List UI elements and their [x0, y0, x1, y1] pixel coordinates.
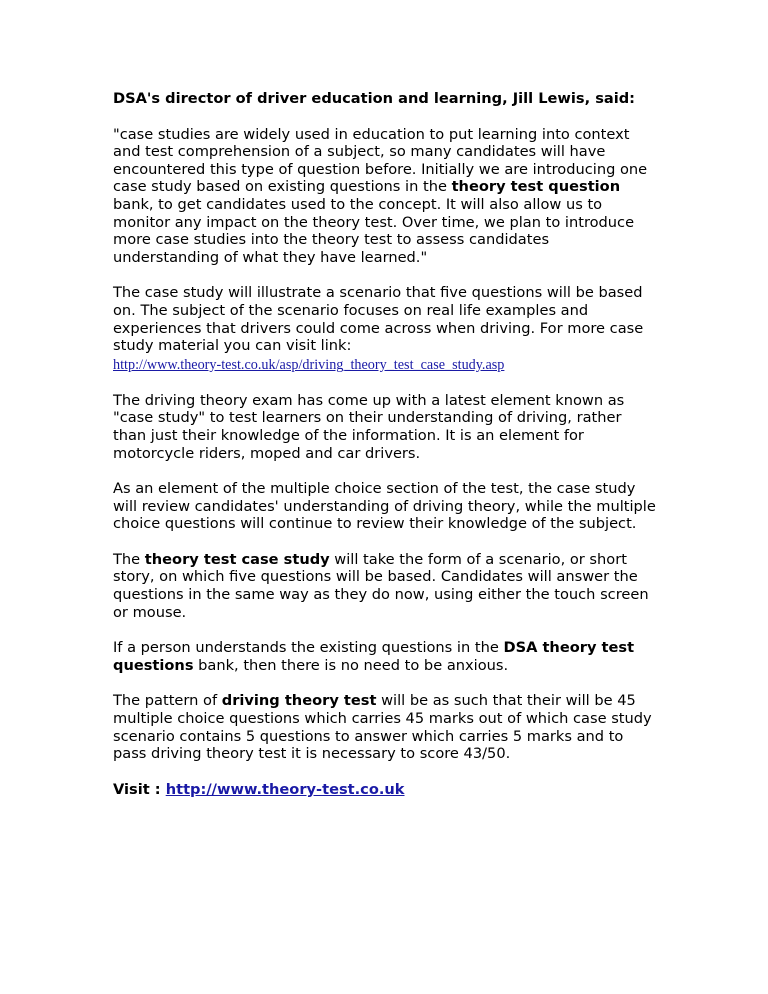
bold-text: theory test case study: [144, 550, 330, 568]
text: The case study will illustrate a scenario that five questions will be based on. The subject of the scenario focuses on real life examples and experiences that drivers could come across when driving. For more case study material you can visit link:: [113, 284, 644, 355]
bold-text: DSA theory test questions: [113, 639, 635, 674]
text: bank, to get candidates used to the concept. It will also allow us to monitor any impact on the theory test. Over time, we plan to introduce more case studies into the theory test to assess candidates understanding of what they have learned.": [113, 195, 635, 266]
paragraph-quote: [113, 126, 658, 267]
visit-link[interactable]: http://www.theory-test.co.uk: [165, 780, 405, 798]
bold-text: theory test question: [451, 178, 621, 196]
text: If a person understands the existing questions in the: [113, 639, 504, 657]
heading: DSA's director of driver education and learning, Jill Lewis, said:: [113, 90, 636, 107]
visit-label: Visit :: [113, 780, 166, 798]
text: will take the form of a scenario, or short story, on which five questions will be based. Candidates will answer the questions in the same way as they do now, using either the touch screen or mouse.: [113, 550, 649, 621]
text: "case studies are widely used in education to put learning into context and test comprehension of a subject, so many candidates will have encountered this type of question before. Initially we are introducing one case study based on existing questions in the: [113, 125, 648, 196]
bold-text: driving theory test: [221, 692, 377, 710]
paragraph-case-study: [113, 284, 658, 373]
paragraph-pattern: [113, 692, 658, 762]
document-page: [113, 90, 658, 798]
case-study-link[interactable]: http://www.theory-test.co.uk/asp/driving_theory_test_case_study.asp: [113, 356, 505, 373]
paragraph-anxious: [113, 639, 658, 674]
visit-line: [113, 781, 658, 799]
text: The: [113, 550, 145, 568]
text: bank, then there is no need to be anxious.: [193, 656, 509, 674]
paragraph-exam: The driving theory exam has come up with a latest element known as "case study" to test learners on their understanding of driving, rather than just their knowledge of the information. It is an element for motorcycle riders, moped and car drivers.: [113, 391, 625, 462]
paragraph-form: [113, 551, 658, 621]
paragraph-element: As an element of the multiple choice section of the test, the case study will review candidates' understanding of driving theory, while the multiple choice questions will continue to review their knowledge of the subject.: [113, 480, 656, 533]
text: will be as such that their will be 45 multiple choice questions which carries 45 marks out of which case study scenario contains 5 questions to answer which carries 5 marks and to pass driving theory test it is necessary to score 43/50.: [113, 692, 652, 763]
text: The pattern of: [113, 692, 222, 710]
